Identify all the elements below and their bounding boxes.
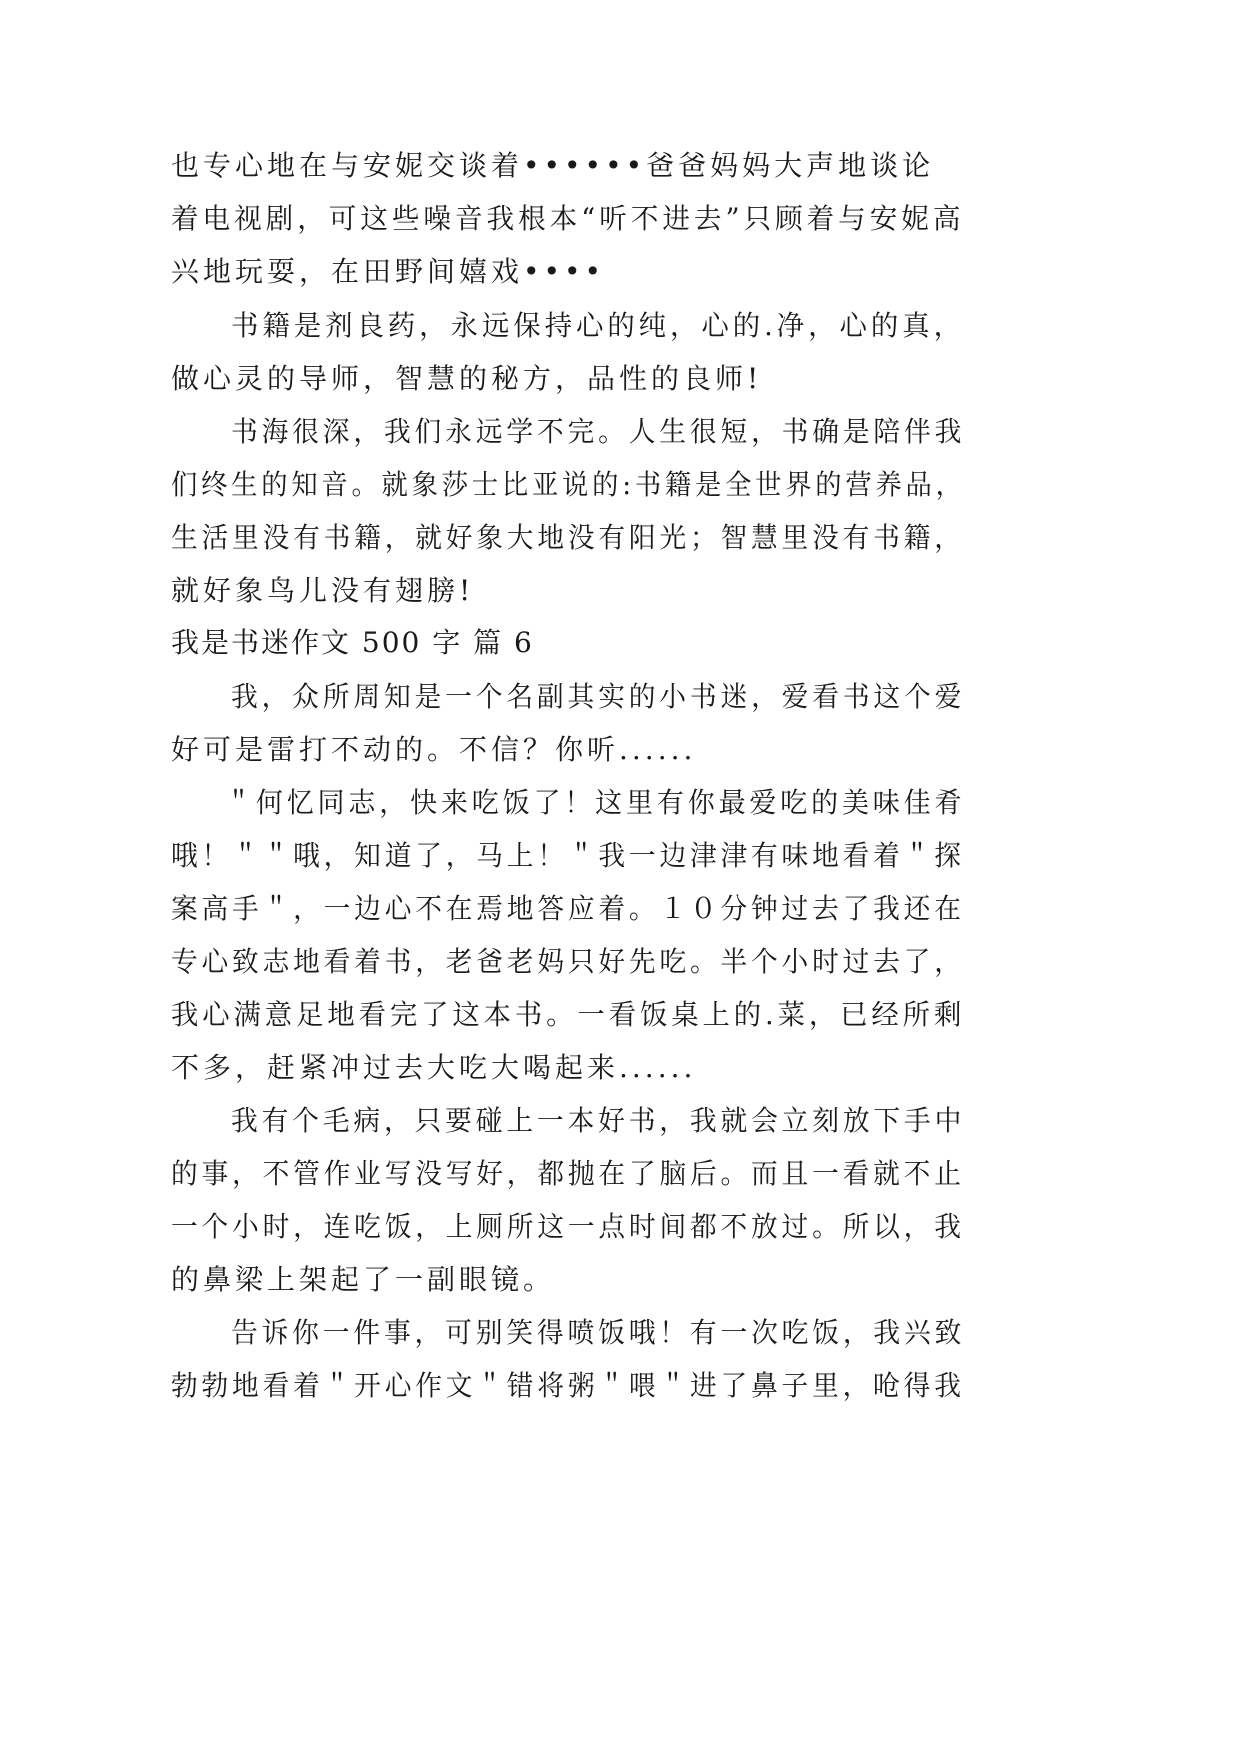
text-line: 生活里没有书籍，就好象大地没有阳光；智慧里没有书籍， [171, 521, 965, 554]
text-line: 也专心地在与安妮交谈着••••••爸爸妈妈大声地谈论 [171, 149, 935, 182]
text-line: 的事，不管作业写没写好，都抛在了脑后。而且一看就不止 [171, 1157, 965, 1190]
paragraph-first-line: 书海很深，我们永远学不完。人生很短，书确是陪伴我 [231, 415, 966, 448]
paragraph-first-line: 书籍是剂良药，永远保持心的纯，心的.净，心的真， [231, 309, 965, 342]
text-line: 好可是雷打不动的。不信？你听...... [171, 733, 697, 766]
paragraph-first-line: 告诉你一件事，可别笑得喷饭哦！有一次吃饭，我兴致 [231, 1316, 966, 1349]
text-line: 就好象鸟儿没有翅膀! [171, 574, 475, 607]
text-line: 做心灵的导师，智慧的秘方，品性的良师! [171, 362, 763, 395]
text-line: 勃勃地看着＂开心作文＂错将粥＂喂＂进了鼻子里，呛得我 [171, 1369, 965, 1402]
paragraph-first-line: ＂何忆同志，快来吃饭了！这里有你最爱吃的美味佳肴 [225, 786, 966, 819]
text-line: 兴地玩耍，在田野间嬉戏•••• [171, 255, 606, 288]
text-line: 不多，赶紧冲过去大吃大喝起来...... [171, 1051, 697, 1084]
paragraph-first-line: 我，众所周知是一个名副其实的小书迷，爱看书这个爱 [231, 680, 966, 713]
paragraph-first-line: 我有个毛病，只要碰上一本好书，我就会立刻放下手中 [231, 1104, 966, 1137]
text-line: 案高手＂，一边心不在焉地答应着。１０分钟过去了我还在 [171, 892, 965, 925]
text-line: 着电视剧，可这些噪音我根本“听不进去”只顾着与安妮高 [171, 202, 965, 235]
section-heading: 我是书迷作文 500 字 篇 6 [171, 626, 534, 659]
text-line: 的鼻梁上架起了一副眼镜。 [171, 1263, 556, 1296]
text-line: 一个小时，连吃饭，上厕所这一点时间都不放过。所以，我 [171, 1210, 965, 1243]
text-line: 专心致志地看着书，老爸老妈只好先吃。半个小时过去了， [171, 945, 965, 978]
text-line: 我心满意足地看完了这本书。一看饭桌上的.菜，已经所剩 [171, 998, 966, 1031]
text-line: 哦！＂＂哦，知道了，马上！＂我一边津津有味地看着＂探 [171, 839, 965, 872]
text-line: 们终生的知音。就象莎士比亚说的:书籍是全世界的营养品， [171, 468, 966, 501]
